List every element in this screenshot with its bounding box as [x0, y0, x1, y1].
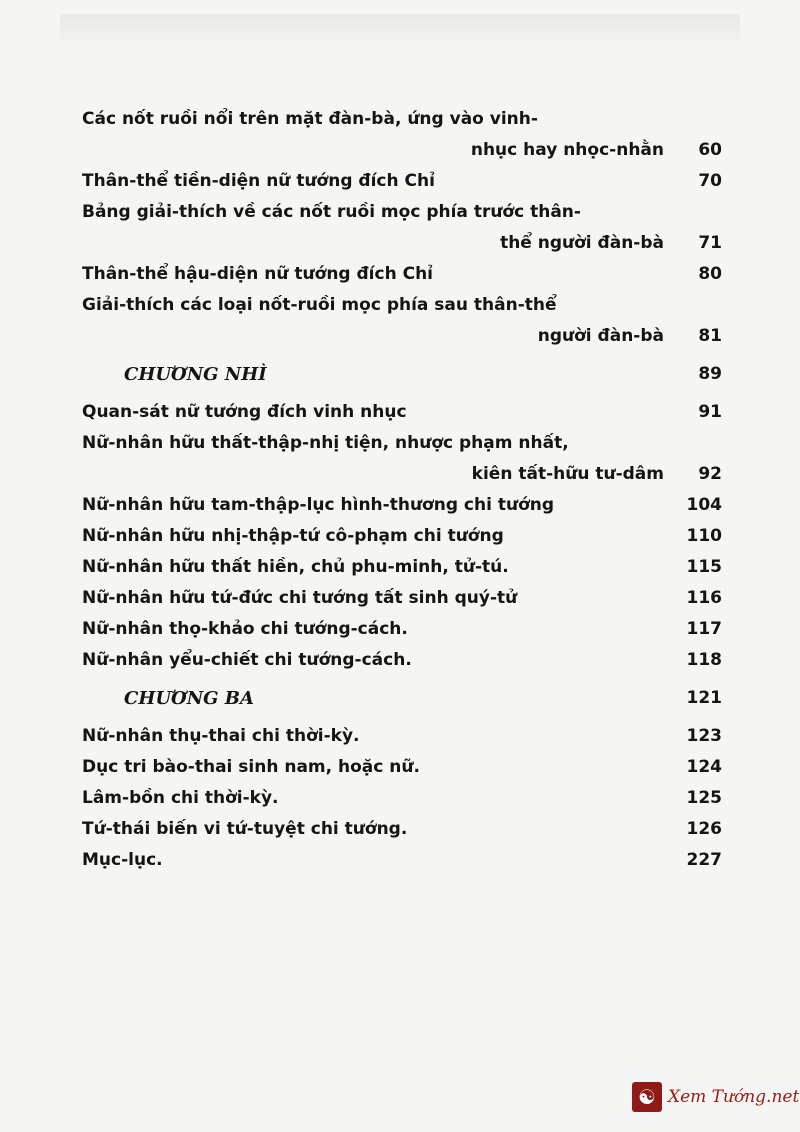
watermark-logo — [632, 1080, 799, 1114]
scan-shadow — [60, 14, 740, 40]
toc-entry — [82, 783, 722, 814]
entry-title-line: Thân-thể tiền-diện nữ tướng đích Chỉ — [82, 171, 435, 191]
page-number: 121 — [686, 688, 722, 708]
entry-title-line: người đàn-bà — [537, 326, 664, 346]
page-number: 60 — [698, 140, 722, 160]
toc-entry — [82, 521, 722, 552]
entry-title-line: kiên tất-hữu tư-dâm — [471, 464, 664, 484]
watermark-text: Xem Tướng.net — [668, 1087, 800, 1107]
entry-title-line: Nữ-nhân thụ-thai chi thời-kỳ. — [82, 726, 360, 746]
toc-entry — [82, 290, 722, 352]
page-number: 227 — [686, 850, 722, 870]
toc-entry — [82, 583, 722, 614]
toc-entry — [82, 845, 722, 876]
toc-entry — [82, 552, 722, 583]
page-number: 125 — [686, 788, 722, 808]
entry-title-line: Nữ-nhân yểu-chiết chi tướng-cách. — [82, 650, 412, 670]
page-number: 123 — [686, 726, 722, 746]
entry-title-line: Mục-lục. — [82, 850, 163, 870]
page-number: 115 — [686, 557, 722, 577]
entry-title-line: Tứ-thái biến vi tứ-tuyệt chi tướng. — [82, 819, 408, 839]
page-number: 126 — [686, 819, 722, 839]
entry-title-line: Lâm-bồn chi thời-kỳ. — [82, 788, 279, 808]
page-number: 117 — [686, 619, 722, 639]
toc-entry — [82, 397, 722, 428]
entry-title-line: Nữ-nhân thọ-khảo chi tướng-cách. — [82, 619, 408, 639]
toc-entry — [82, 428, 722, 490]
toc-entry — [82, 645, 722, 676]
toc-entry — [82, 814, 722, 845]
yin-yang-icon: ☯ — [632, 1082, 662, 1112]
entry-title-line: Bảng giải-thích về các nốt ruồi mọc phía trước thân- — [82, 202, 581, 222]
toc-entry — [82, 259, 722, 290]
toc-entry — [82, 721, 722, 752]
entry-title-line: Nữ-nhân hữu nhị-thập-tứ cô-phạm chi tướng — [82, 526, 504, 546]
page-number: 110 — [686, 526, 722, 546]
chapter-heading — [82, 676, 722, 721]
chapter-title: CHƯƠNG BA — [124, 688, 254, 709]
entry-title-line: Nữ-nhân hữu tam-thập-lục hình-thương chi tướng — [82, 495, 555, 515]
entry-title-line: Quan-sát nữ tướng đích vinh nhục — [82, 402, 407, 422]
entry-title-line: Các nốt ruồi nổi trên mặt đàn-bà, ứng vào vinh- — [82, 109, 538, 129]
entry-title-line: thể người đàn-bà — [500, 233, 664, 253]
toc-entry — [82, 104, 722, 166]
page-number: 92 — [698, 464, 722, 484]
page-number: 116 — [686, 588, 722, 608]
toc-entry — [82, 166, 722, 197]
entry-title-line: Nữ-nhân hữu tứ-đức chi tướng tất sinh quý-tử — [82, 588, 518, 608]
page-number: 91 — [698, 402, 722, 422]
entry-title-line: Dục tri bào-thai sinh nam, hoặc nữ. — [82, 757, 420, 777]
toc-entry — [82, 752, 722, 783]
chapter-heading — [82, 352, 722, 397]
page-number: 104 — [686, 495, 722, 515]
entry-title-line: Nữ-nhân hữu thất-thập-nhị tiện, nhược phạm nhất, — [82, 433, 569, 453]
entry-title-line: nhục hay nhọc-nhằn — [470, 140, 664, 160]
toc-entry — [82, 614, 722, 645]
page-number: 118 — [686, 650, 722, 670]
chapter-title: CHƯƠNG NHÌ — [124, 364, 267, 385]
table-of-contents — [82, 104, 722, 876]
entry-title-line: Thân-thể hậu-diện nữ tướng đích Chỉ — [82, 264, 434, 284]
page-number: 80 — [698, 264, 722, 284]
entry-title-line: Giải-thích các loại nốt-ruồi mọc phía sau thân-thể — [82, 295, 557, 315]
page-number: 70 — [698, 171, 722, 191]
page-number: 71 — [698, 233, 722, 253]
page-number: 89 — [698, 364, 722, 384]
page-number: 124 — [686, 757, 722, 777]
toc-entry — [82, 490, 722, 521]
toc-entry — [82, 197, 722, 259]
entry-title-line: Nữ-nhân hữu thất hiền, chủ phu-minh, tử-tú. — [82, 557, 509, 577]
page-number: 81 — [698, 326, 722, 346]
